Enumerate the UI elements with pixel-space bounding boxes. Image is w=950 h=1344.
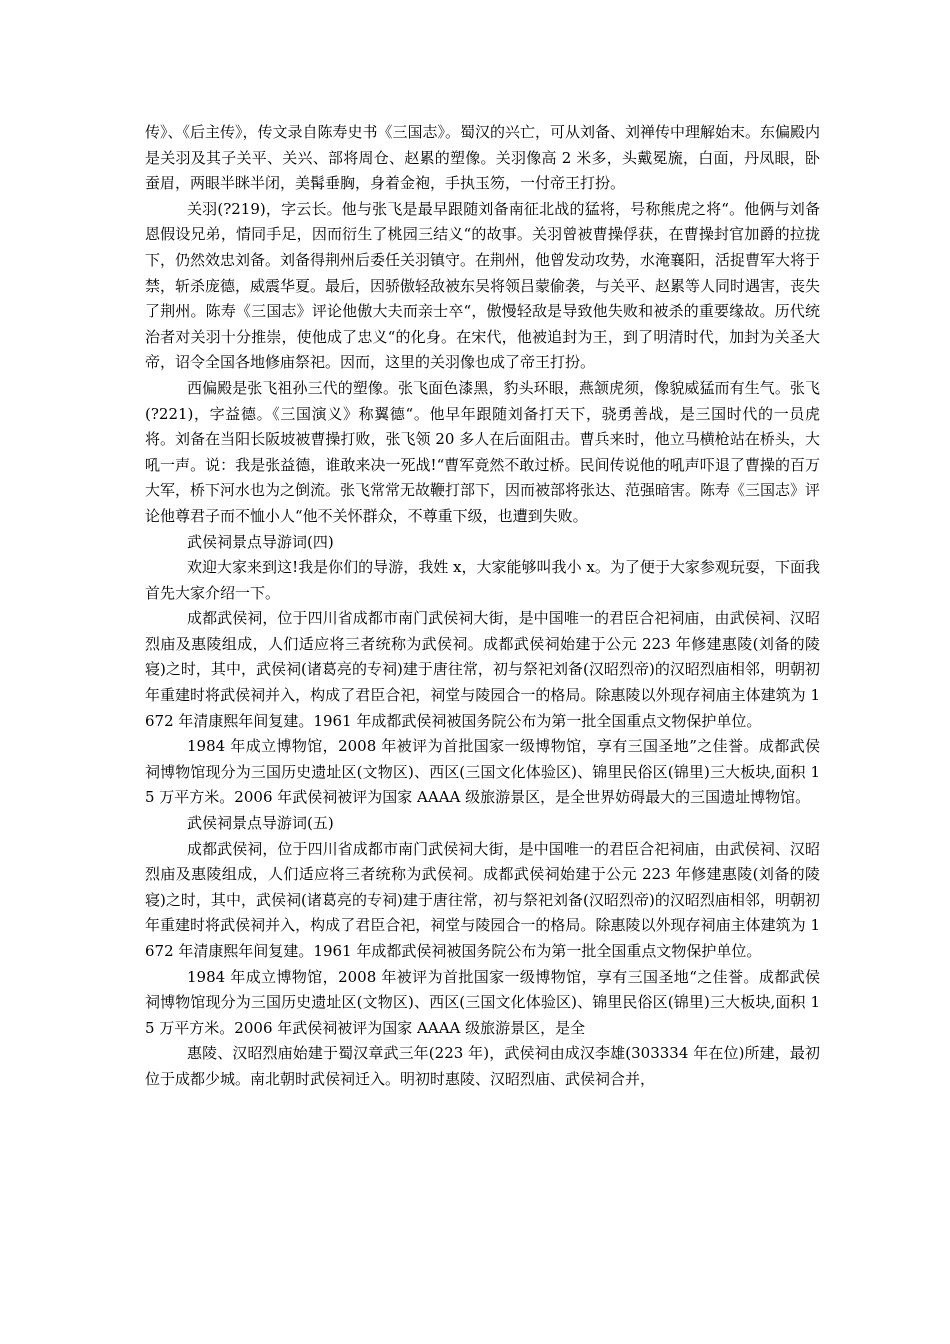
paragraph-guanyu: 关羽(?219)，字云长。他与张飞是最早跟随刘备南征北战的猛将，号称熊虎之将“。他俩与刘备恩假设兄弟，情同手足，因而衍生了桃园三结义“的故事。关羽曾被曹操俘获，在曹操封官加爵的拉拢下，仍然效忠刘备。刘备得荆州后委任关羽镇守。在荆州，他曾发动攻势，水淹襄阳，活捉曹军大将于禁，斩杀庞德，威震华夏。最后，因骄傲轻敌被东吴将领吕蒙偷袭，与关平、赵累等人同时遇害，丧失了荆州。陈寿《三国志》评论他傲大夫而亲士卒“，傲慢轻敌是导致他失败和被杀的重要缘故。历代统治者对关羽十分推崇，使他成了忠义“的化身。在宋代，他被追封为王，到了明清时代，加封为关圣大帝，诏令全国各地修庙祭祀。因而，这里的关羽像也成了帝王打扮。 xyxy=(145,199,821,372)
paragraph-museum-2: 1984 年成立博物馆，2008 年被评为首批国家一级博物馆，享有三国圣地“之佳誉。成都武侯祠博物馆现分为三国历史遗址区(文物区)、西区(三国文化体验区)、锦里民俗区(锦里)三大板块,面积 15 万平方米。2006 年武侯祠被评为国家 AAAA 级旅游景区，是全 xyxy=(145,967,820,1037)
section-heading-5: 武侯祠景点导游词(五) xyxy=(187,814,334,833)
paragraph-museum: 1984 年成立博物馆，2008 年被评为首批国家一级博物馆，享有三国圣地”之佳誉。成都武侯祠博物馆现分为三国历史遗址区(文物区)、西区(三国文化体验区)、锦里民俗区(锦里)三大板块,面积 15 万平方米。2006 年武侯祠被评为国家 AAAA 级旅游景区，是全世界妨碍最大的三国遗址博物馆。 xyxy=(145,737,820,807)
paragraph-welcome: 欢迎大家来到这!我是你们的导游，我姓 x，大家能够叫我小 x。为了便于大家参观玩耍，下面我首先大家介绍一下。 xyxy=(145,558,820,602)
paragraph-wuhouci-overview: 成都武侯祠，位于四川省成都市南门武侯祠大街，是中国唯一的君臣合祀祠庙，由武侯祠、汉昭烈庙及惠陵组成，人们适应将三者统称为武侯祠。成都武侯祠始建于公元 223 年修建惠陵(刘备的陵寝)之时，其中，武侯祠(诸葛亮的专祠)建于唐往常，初与祭祀刘备(汉昭烈帝)的汉昭烈庙相邻，明朝初年重建时将武侯祠并入，构成了君臣合祀，祠堂与陵园合一的格局。除惠陵以外现存祠庙主体建筑为 1672 年清康熙年间复建。1961 年成都武侯祠被国务院公布为第一批全国重点文物保护单位。 xyxy=(145,609,820,730)
paragraph-history: 惠陵、汉昭烈庙始建于蜀汉章武三年(223 年)，武侯祠由成汉李雄(303334 年在位)所建，最初位于成都少城。南北朝时武侯祠迁入。明初时惠陵、汉昭烈庙、武侯祠合并， xyxy=(145,1044,820,1088)
document-body xyxy=(145,120,820,1093)
paragraph-wuhouci-overview-2: 成都武侯祠，位于四川省成都市南门武侯祠大街，是中国唯一的君臣合祀祠庙，由武侯祠、汉昭烈庙及惠陵组成，人们适应将三者统称为武侯祠。成都武侯祠始建于公元 223 年修建惠陵(刘备的陵寝)之时，其中，武侯祠(诸葛亮的专祠)建于唐往常，初与祭祀刘备(汉昭烈帝)的汉昭烈庙相邻，明朝初年重建时将武侯祠并入，构成了君臣合祀，祠堂与陵园合一的格局。除惠陵以外现存祠庙主体建筑为 1672 年清康熙年间复建。1961 年成都武侯祠被国务院公布为第一批全国重点文物保护单位。 xyxy=(145,839,820,960)
paragraph-houzhu-intro: 传》、《后主传》，传文录自陈寿史书《三国志》。蜀汉的兴亡，可从刘备、刘禅传中理解始末。东偏殿内是关羽及其子关平、关兴、部将周仓、赵累的塑像。关羽像高 2 米多，头戴冕旒，白面，丹凤眼，卧蚕眉，两眼半眯半闭，美髯垂胸，身着金袍，手执玉笏，一付帝王打扮。 xyxy=(145,123,821,193)
paragraph-zhangfei: 西偏殿是张飞祖孙三代的塑像。张飞面色漆黑，豹头环眼，燕颔虎须，像貌威猛而有生气。张飞(?221)，字益德。《三国演义》称翼德“。他早年跟随刘备打天下，骁勇善战，是三国时代的一员虎将。刘备在当阳长阪坡被曹操打败，张飞领 20 多人在后面阻击。曹兵来时，他立马横枪站在桥头，大吼一声。说：我是张益德，谁敢来决一死战!“曹军竟然不敢过桥。民间传说他的吼声吓退了曹操的百万大军，桥下河水也为之倒流。张飞常常无故鞭打部下，因而被部将张达、范强暗害。陈寿《三国志》评论他尊君子而不恤小人“他不关怀群众，不尊重下级，也遭到失败。 xyxy=(145,378,821,525)
section-heading-4: 武侯祠景点导游词(四) xyxy=(187,532,334,551)
